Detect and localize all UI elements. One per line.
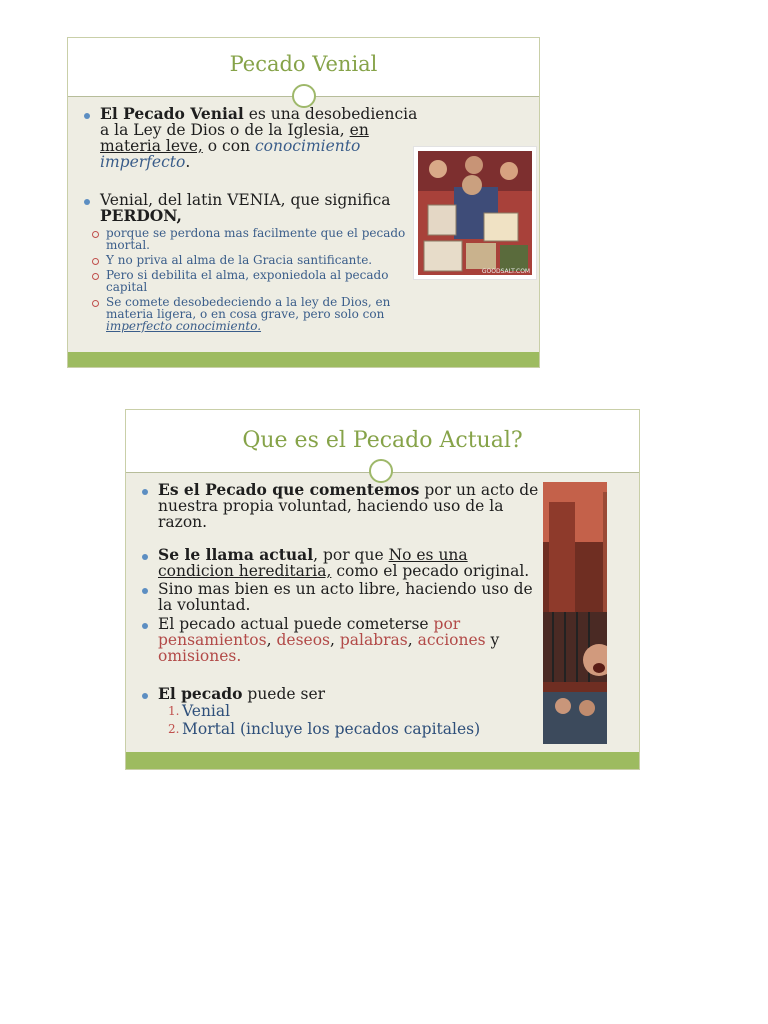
list-item: 1. Venial	[168, 702, 231, 720]
sub-item: porque se perdona mas facilmente que el pecado mortal.	[80, 227, 425, 251]
illustration-shoppers-image	[413, 146, 537, 280]
slide-footer-band	[68, 352, 539, 367]
bullet-definition: Es el Pecado que comentemos por un acto de nuestra propia voluntad, haciendo uso de la razon.	[138, 482, 544, 530]
illustration-shoppers-drawing	[414, 147, 536, 279]
image-watermark: GOODSALT.COM	[481, 268, 531, 275]
slide-title: Pecado Venial	[229, 52, 378, 76]
bullet-free-act: Sino mas bien es un acto libre, haciendo uso de la voluntad.	[138, 581, 544, 613]
slide-footer-band	[126, 752, 639, 769]
sub-item: Y no priva al alma de la Gracia santificante.	[80, 254, 425, 266]
sub-item: Pero si debilita el alma, exponiedola al pecado capital	[80, 269, 425, 293]
illustration-crowd-drawing	[543, 482, 607, 744]
slide-pecado-venial	[67, 37, 540, 368]
illustration-crowd-image	[543, 482, 607, 744]
bullet-ways: El pecado actual puede cometerse por pensamientos, deseos, palabras, acciones y omisiones.	[138, 616, 544, 664]
bullet-types: El pecado puede ser	[138, 686, 544, 702]
bullet-called-actual: Se le llama actual, por que No es una condicion hereditaria, como el pecado original.	[138, 547, 544, 579]
slide-pecado-actual	[125, 409, 640, 770]
slide-title: Que es el Pecado Actual?	[242, 428, 523, 453]
slide-content	[80, 106, 425, 332]
sub-item: Se comete desobedeciendo a la ley de Dios, en materia ligera, o en cosa grave, pero solo con imperfecto conocimiento.	[80, 296, 425, 332]
list-item: 2. Mortal (incluye los pecados capitales)	[168, 720, 481, 738]
slide-content	[138, 482, 544, 738]
bullet-etymology: Venial, del latin VENIA, que significa PERDON,	[80, 192, 425, 224]
bullet-definition: El Pecado Venial es una desobediencia a la Ley de Dios o de la Iglesia, en materia leve, o con conocimiento imperfecto.	[80, 106, 425, 170]
